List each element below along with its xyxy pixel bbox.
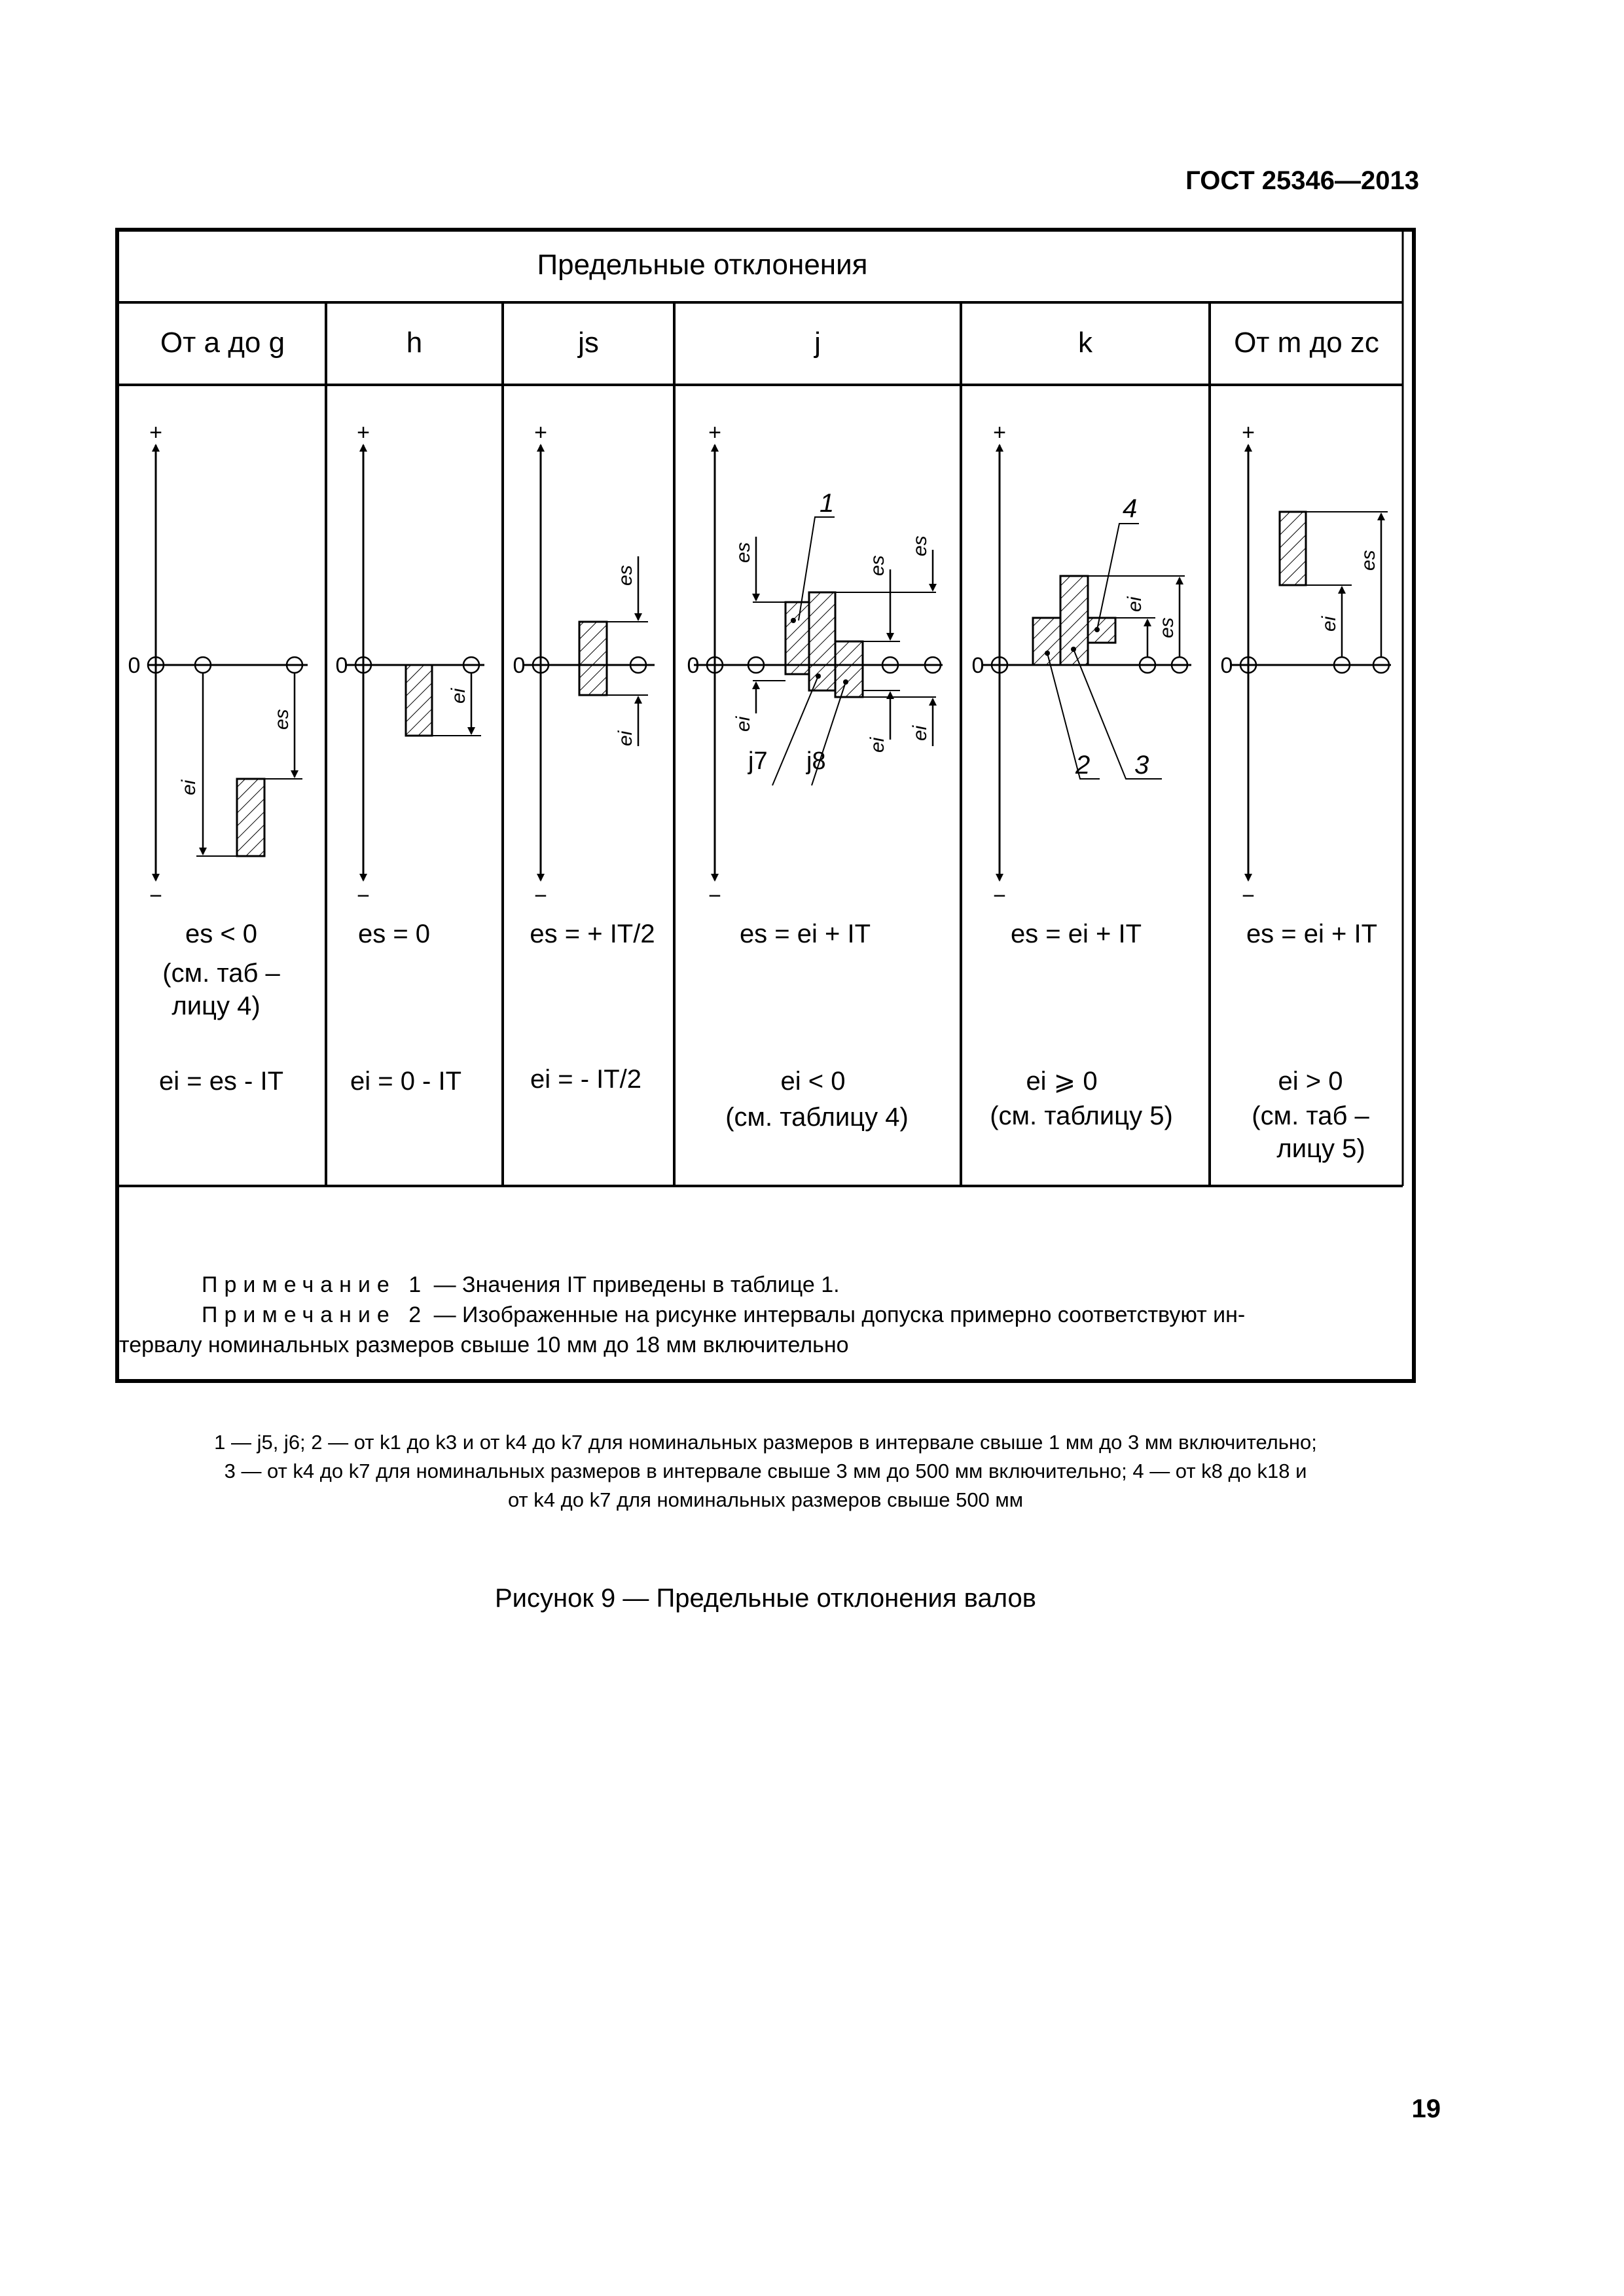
formula-ei: ei = 0 - IT (350, 1067, 462, 1096)
minus-sign: − (993, 884, 1006, 908)
column-header-j: j (814, 327, 821, 359)
zero-label: 0 (1220, 653, 1233, 678)
legend-line-3: от k4 до k7 для номинальных размеров свыше 500 мм (507, 1488, 1024, 1511)
ei-label: ei (1318, 616, 1340, 632)
column-header-k: k (1078, 327, 1092, 359)
plus-sign: + (534, 420, 547, 445)
zero-label: 0 (687, 653, 700, 678)
tolerance-zone (406, 665, 432, 736)
zero-label: 0 (971, 653, 984, 678)
es-label: es (867, 555, 888, 576)
figure-caption: Рисунок 9 — Предельные отклонения валов (495, 1584, 1036, 1613)
formula-ei: ei > 0 (1278, 1067, 1343, 1096)
tolerance-zone (237, 779, 264, 856)
note-2-continuation: тервалу номинальных размеров свыше 10 мм до 18 мм включительно (119, 1333, 849, 1357)
formula-ei: ei < 0 (780, 1067, 846, 1096)
tolerance-zone-4 (1088, 618, 1115, 643)
formula-es: es = 0 (357, 920, 431, 948)
formula-ei: ei = - IT/2 (530, 1065, 642, 1094)
formula-es: es < 0 (185, 920, 258, 948)
callout-3: 3 (1134, 751, 1149, 780)
column-header-h: h (406, 327, 423, 359)
table-grid (117, 229, 1403, 1186)
zero-label: 0 (128, 653, 141, 678)
es-label: es (1156, 617, 1178, 638)
col1-diagram (178, 673, 302, 856)
tolerance-zone (579, 622, 607, 695)
note-2-prefix: Примечание 2 (202, 1302, 428, 1327)
col2-diagram (406, 665, 481, 736)
ei-label: ei (909, 725, 931, 741)
callout-1: 1 (820, 489, 835, 518)
es-label: es (909, 535, 931, 556)
callout-2: 2 (1075, 751, 1091, 780)
page-number: 19 (1411, 2094, 1441, 2123)
col3-diagram (579, 556, 648, 746)
minus-sign: − (149, 884, 162, 908)
minus-sign: − (708, 884, 721, 908)
table-title: Предельные отклонения (537, 249, 868, 281)
tolerance-zone-2 (1033, 618, 1060, 665)
formula-ei: ei = es - IT (158, 1067, 284, 1096)
column-header-a-to-g: От a до g (160, 327, 285, 359)
ei-label: ei (732, 716, 754, 732)
column-header-m-to-zc: От m до zc (1234, 327, 1379, 359)
plus-sign: + (993, 420, 1006, 445)
ei-label: ei (615, 730, 636, 746)
col6-diagram (1280, 512, 1388, 657)
callout-j7: j7 (748, 747, 768, 775)
formula-es: es = ei + IT (739, 920, 871, 948)
document-code: ГОСТ 25346—2013 (1185, 166, 1419, 195)
note-2-text: — Изображенные на рисунке интервалы допуска примерно соответствуют ин- (427, 1302, 1246, 1327)
plus-sign: + (1242, 420, 1255, 445)
es-label: es (732, 542, 754, 563)
zero-label: 0 (335, 653, 348, 678)
ei-label: ei (178, 780, 200, 795)
formulas (159, 920, 1377, 1163)
note-1 (202, 1272, 840, 1298)
note-1-text: — Значения IT приведены в таблице 1. (427, 1272, 840, 1297)
legend-line-2: 3 — от k4 до k7 для номинальных размеров в интервале свыше 3 мм до 500 мм включительно; 4 — от k8 до k18 и (224, 1460, 1307, 1482)
formula-note: (см. таб – (162, 959, 280, 988)
formula-note: (см. таб – (1252, 1102, 1369, 1130)
ei-label: ei (448, 688, 469, 704)
minus-sign: − (357, 884, 370, 908)
column-header-js: js (578, 327, 599, 359)
formula-note: (см. таблицу 4) (725, 1103, 909, 1132)
minus-sign: − (1242, 884, 1255, 908)
col4-diagram (732, 489, 936, 785)
tolerance-zone-j8 (835, 641, 863, 697)
formula-es: es = ei + IT (1246, 920, 1378, 948)
ei-label: ei (1124, 596, 1146, 612)
zero-label: 0 (513, 653, 526, 678)
plus-sign: + (708, 420, 721, 445)
callout-j8: j8 (806, 747, 826, 775)
es-label: es (615, 565, 636, 586)
legend-line-1: 1 — j5, j6; 2 — от k1 до k3 и от k4 до k7 для номинальных размеров в интервале свыше 1 мм до 3 мм включительно; (214, 1431, 1317, 1454)
formula-es: es = ei + IT (1010, 920, 1142, 948)
formula-note: лицу 5) (1276, 1134, 1365, 1163)
col5-diagram (1033, 494, 1185, 780)
ei-label: ei (867, 737, 888, 753)
plus-sign: + (149, 420, 162, 445)
es-label: es (1358, 550, 1379, 571)
formula-note: (см. таблицу 5) (990, 1102, 1173, 1130)
callout-4: 4 (1123, 494, 1138, 523)
note-1-prefix: Примечание 1 (202, 1272, 428, 1297)
note-2 (202, 1302, 1245, 1328)
es-label: es (271, 709, 293, 730)
formula-ei: ei ⩾ 0 (1026, 1067, 1098, 1096)
tolerance-zone-1 (785, 602, 809, 674)
formula-es: es = + IT/2 (530, 920, 655, 948)
tolerance-zone (1280, 512, 1306, 585)
formula-note: лицу 4) (171, 992, 261, 1020)
plus-sign: + (357, 420, 370, 445)
minus-sign: − (534, 884, 547, 908)
tolerance-zone-j7 (809, 592, 835, 691)
